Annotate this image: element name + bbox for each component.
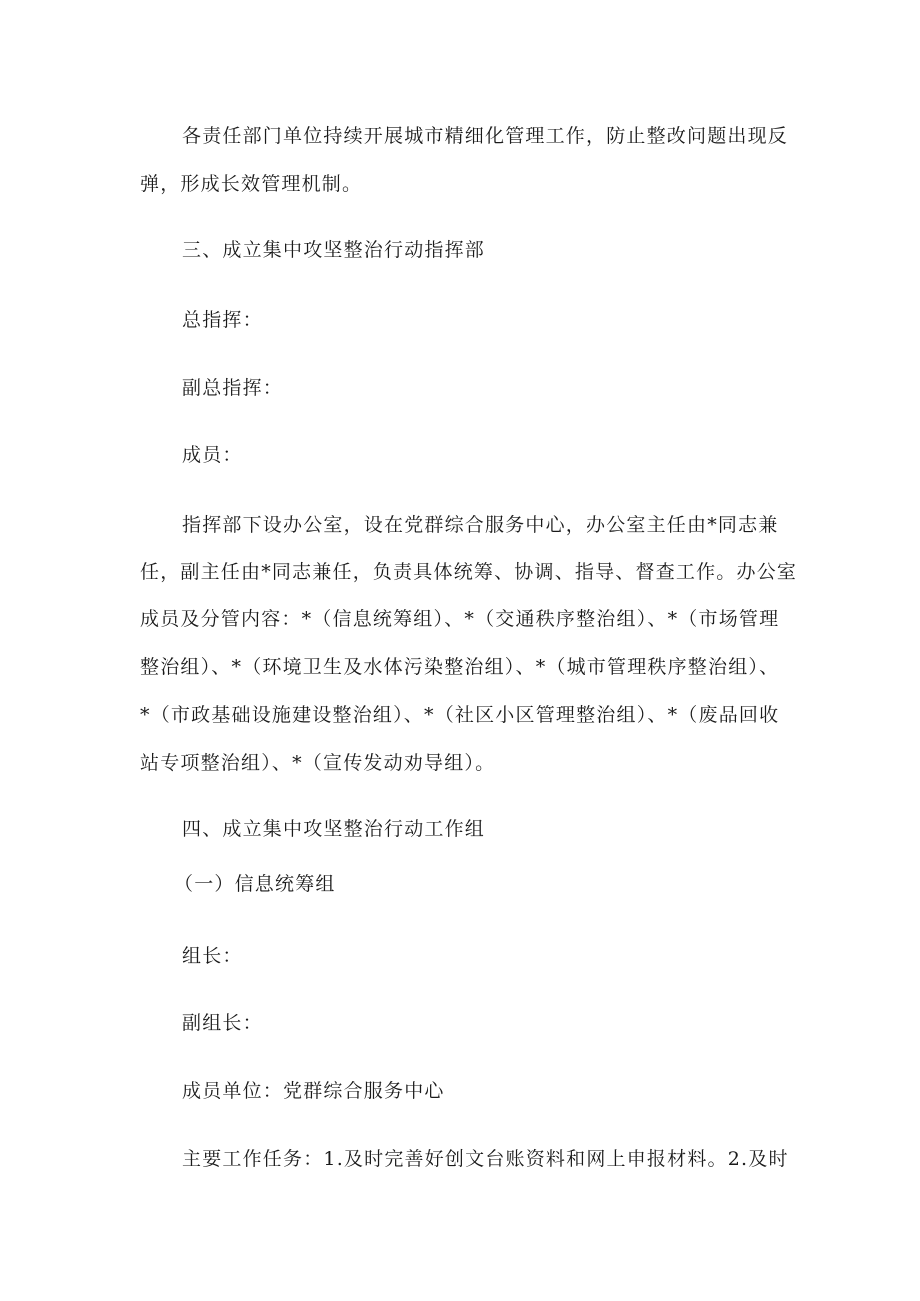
section-heading: 三、成立集中攻坚整治行动指挥部 — [182, 239, 486, 261]
paragraph-line: 站专项整治组）、*（宣传发动劝导组）。 — [140, 752, 496, 774]
paragraph-line: 成员及分管内容：*（信息统筹组）、*（交通秩序整治组）、*（市场管理 — [140, 608, 780, 630]
member-unit-line: 成员单位：党群综合服务中心 — [182, 1080, 445, 1102]
paragraph-line: 指挥部下设办公室，设在党群综合服务中心，办公室主任由*同志兼 — [182, 514, 779, 536]
chief-label: 总指挥： — [182, 309, 263, 331]
members-label: 成员： — [182, 444, 243, 466]
section-heading: 四、成立集中攻坚整治行动工作组 — [182, 818, 486, 840]
paragraph-line: 各责任部门单位持续开展城市精细化管理工作，防止整改问题出现反 — [182, 125, 789, 147]
paragraph-line: 弹，形成长效管理机制。 — [140, 173, 363, 195]
tasks-line: 主要工作任务：1.及时完善好创文台账资料和网上申报材料。2.及时 — [182, 1148, 789, 1170]
paragraph-line: *（市政基础设施建设整治组）、*（社区小区管理整治组）、*（废品回收 — [140, 704, 780, 726]
deputy-chief-label: 副总指挥： — [182, 377, 284, 399]
deputy-leader-label: 副组长： — [182, 1012, 263, 1034]
paragraph-line: 任，副主任由*同志兼任，负责具体统筹、协调、指导、督查工作。办公室 — [140, 561, 798, 583]
paragraph-line: 整治组）、*（环境卫生及水体污染整治组）、*（城市管理秩序整治组）、 — [140, 656, 780, 678]
group-leader-label: 组长： — [182, 945, 243, 967]
subsection-heading: （一）信息统筹组 — [174, 873, 336, 895]
